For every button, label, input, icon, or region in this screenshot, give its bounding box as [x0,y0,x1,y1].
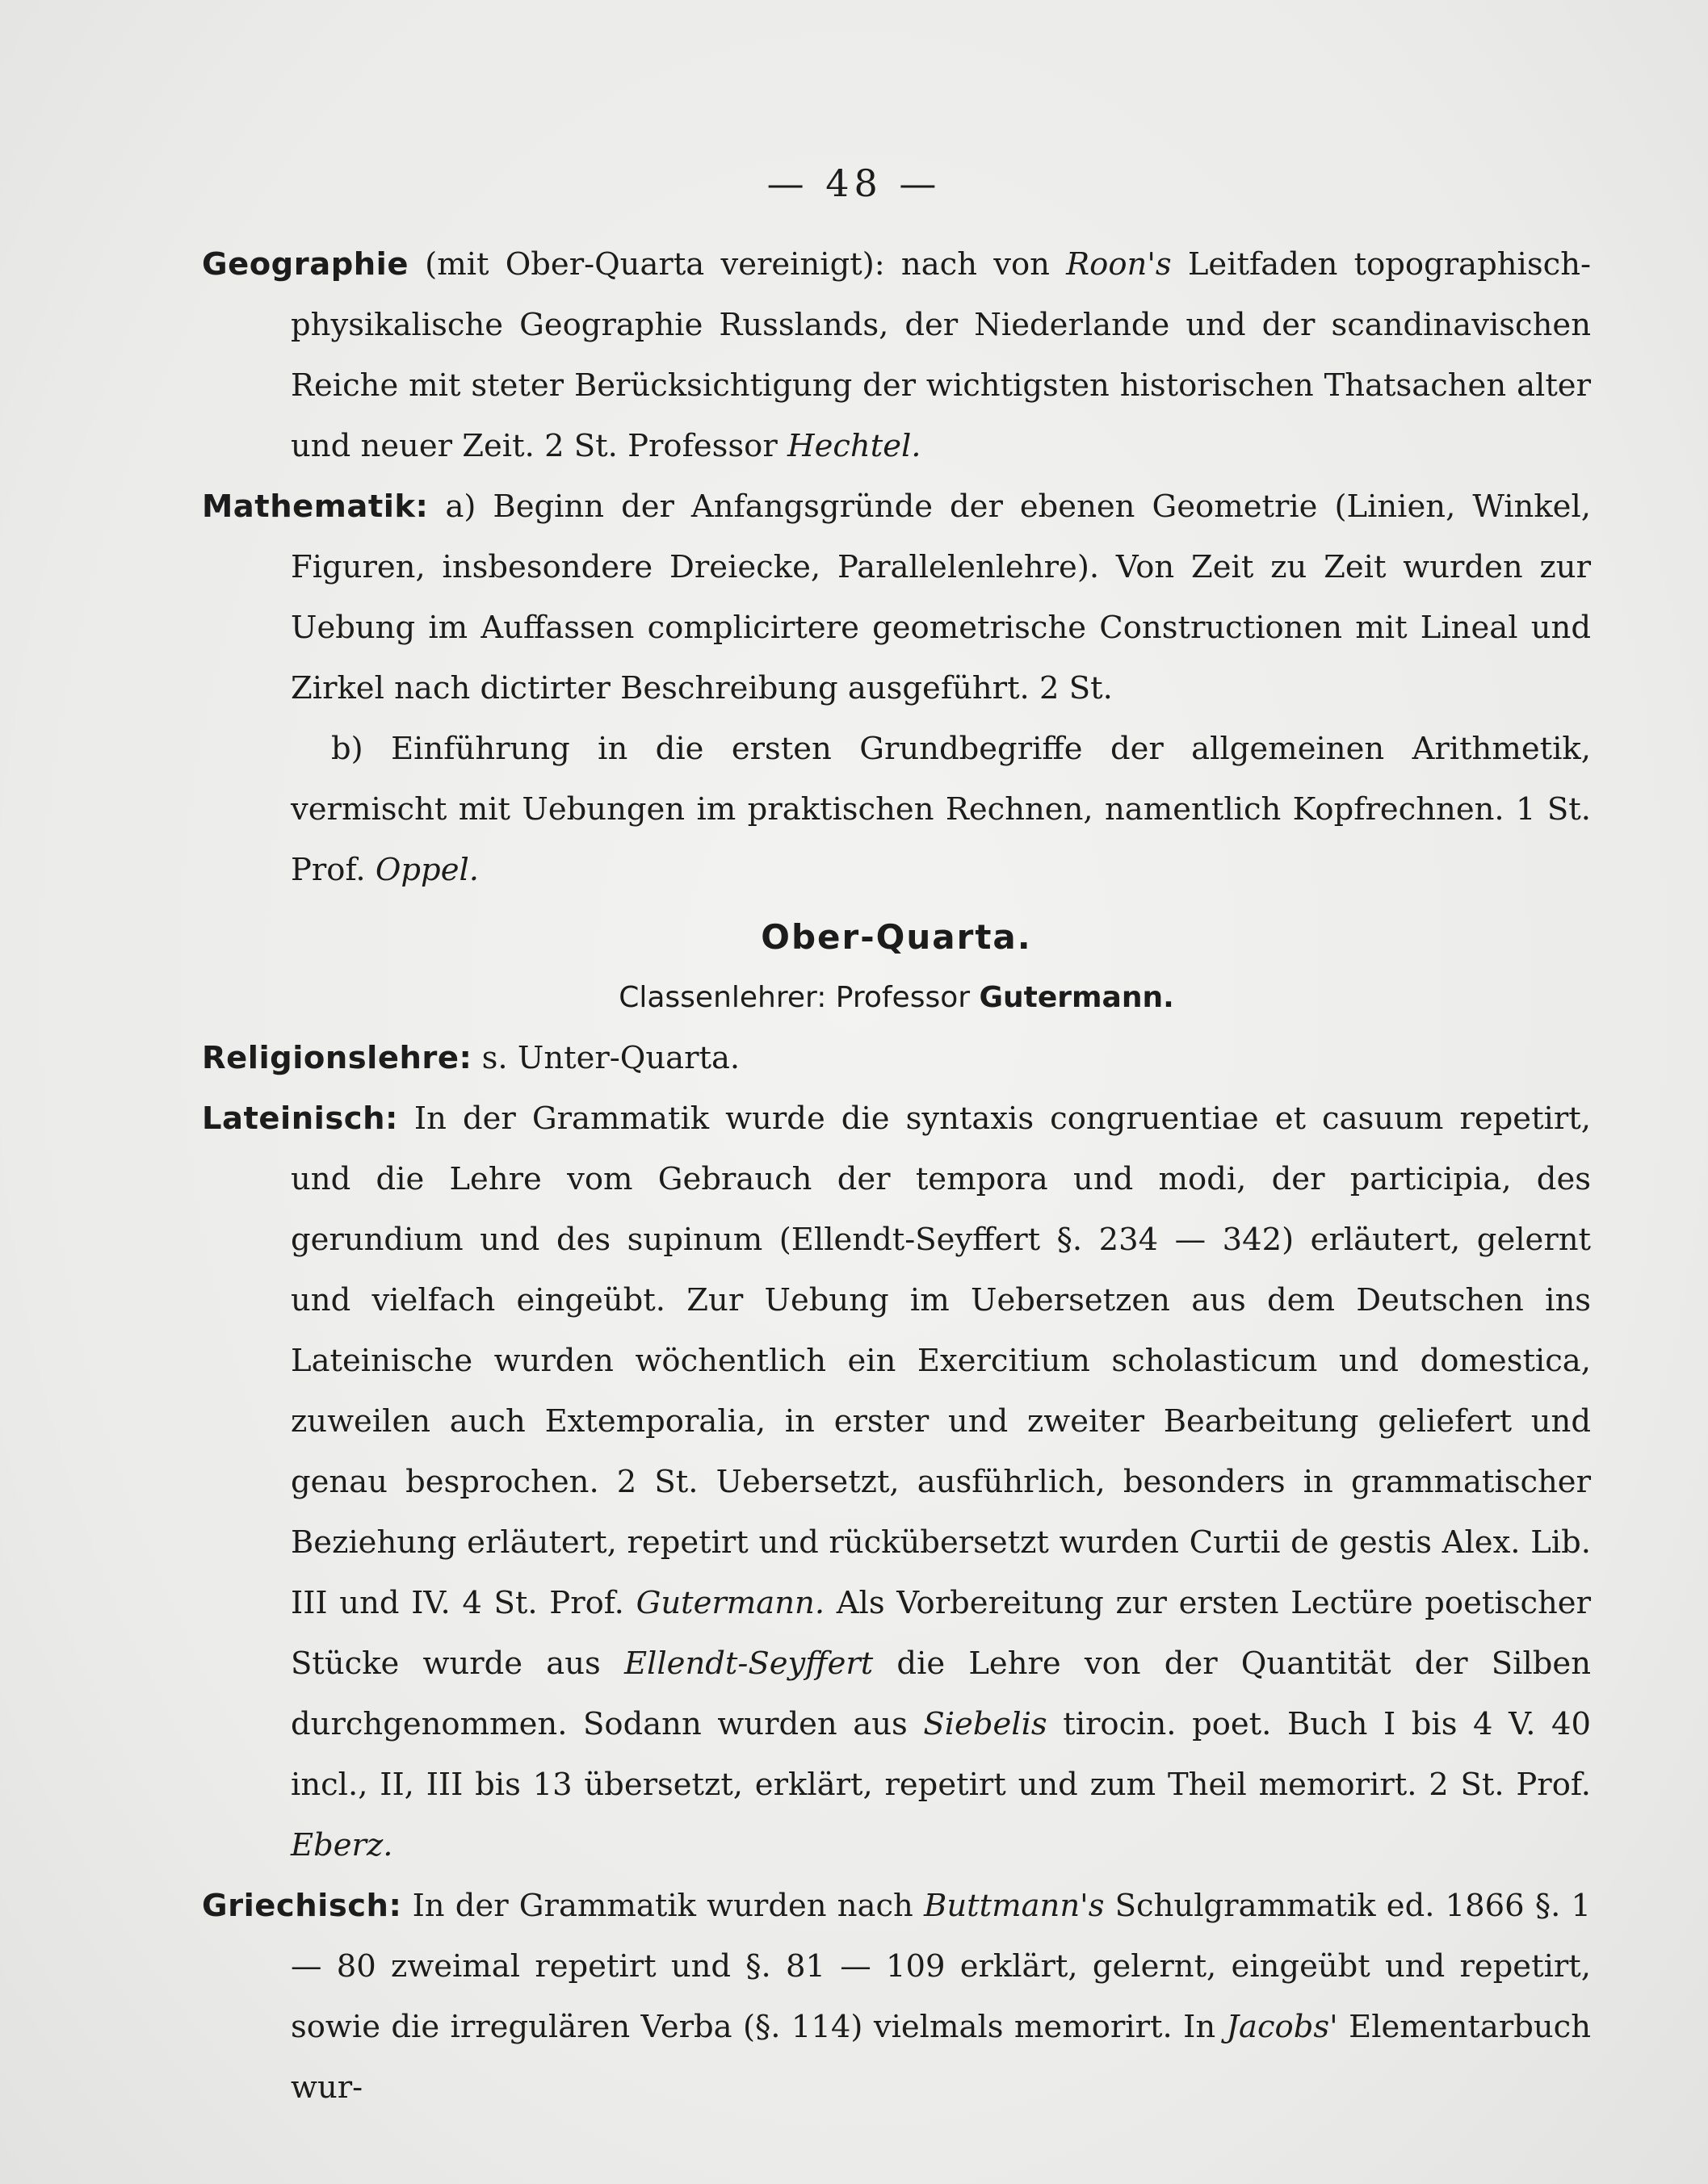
class-teacher-line [202,967,1591,1028]
paragraph-text: tirocin. poet. Buch I bis 4 V. 40 incl., II, III bis 13 übersetzt, erklärt, repetirt und zum Theil memorirt. 2 St. Prof. [291,1706,1591,1803]
class-teacher-name: Gutermann. [979,981,1174,1014]
page-body [202,234,1591,2118]
paragraph-griechisch [202,1876,1591,2118]
author-name: Roon's [1066,246,1172,283]
author-name: Buttmann's [924,1888,1105,1924]
subject-heading: Religionslehre: [202,1040,472,1076]
subject-heading: Geographie [202,246,409,283]
paragraph-mathematik-b [202,719,1591,900]
paragraph-text: Einführung in die ersten Grundbegriffe der allgemeinen Arithmetik, vermischt mit Uebungen im praktischen Rechnen, namentlich Kopfrechnen. 1 St. Prof. [291,731,1591,888]
paragraph-text: In der Grammatik wurde die syntaxis congruentiae et casuum repetirt, und die Lehre vom Gebrauch der tempora und modi, der participia, des gerundium und des supinum (Ellendt-Seyffert §. 234 — 342) erläutert, gelernt und vielfach eingeübt. Zur Uebung im Uebersetzen aus dem Deutschen ins Lateinische wurden wöchentlich ein Exercitium scholasticum und domestica, zuweilen auch Extemporalia, in erster und zweiter Bearbeitung geliefert und genau besprochen. 2 St. Uebersetzt, ausführlich, besonders in grammatischer Beziehung erläutert, repetirt und rückübersetzt wurden Curtii de gestis Alex. Lib. III und IV. 4 St. Prof. [291,1100,1591,1621]
item-marker: b) [331,731,363,767]
teacher-name: Hechtel. [787,428,921,464]
section-title: Ober-Quarta. [761,917,1032,957]
subject-heading: Mathematik: [202,488,429,525]
teacher-name: Eberz. [291,1827,393,1863]
paragraph-text: die Lehre von der Quantität der Silben durchgenommen. Sodann wurden aus [291,1645,1591,1742]
paragraph-text: a) Beginn der Anfangsgründe der ebenen Geometrie (Linien, Winkel, Figuren, insbesondere Dreiecke, Parallelenlehre). Von Zeit zu Zeit wurden zur Uebung im Auffassen complicirtere geometrische Constructionen mit Lineal und Zirkel nach dictirter Beschreibung ausgeführt. 2 St. [291,488,1591,706]
paragraph-text: Schulgrammatik ed. 1866 §. 1 — 80 zweimal repetirt und §. 81 — 109 erklärt, gelernt, eingeübt und repetirt, sowie die irregulären Verba (§. 114) vielmals memorirt. In [291,1888,1591,2045]
paragraph-text: Als Vorbereitung zur ersten Lectüre poetischer Stücke wurde aus [291,1585,1591,1682]
paragraph-mathematik [202,476,1591,719]
author-name: Jacobs' [1226,2009,1338,2045]
paragraph-lateinisch [202,1088,1591,1876]
paragraph-text: (mit Ober-Quarta vereinigt): nach von [408,246,1067,283]
paragraph-text: Leitfaden topographisch-physikalische Geographie Russlands, der Niederlande und der scandinavischen Reiche mit steter Berücksichtigung der wichtigsten historischen Thatsachen alter und neuer Zeit. 2 St. Professor [291,246,1591,464]
paragraph-text: In der Grammatik wurden nach [401,1888,925,1924]
paragraph-geographie [202,234,1591,476]
class-teacher-label: Classenlehrer: Professor [619,981,980,1014]
author-name: Siebelis [923,1706,1047,1742]
teacher-name: Oppel. [375,852,480,888]
subject-heading: Lateinisch: [202,1100,398,1137]
paragraph-text: Elementarbuch wur- [291,2009,1592,2106]
paragraph-religionslehre [202,1028,1591,1088]
page-number: — 48 — [766,161,942,205]
subject-heading: Griechisch: [202,1888,402,1924]
book-title: Ellendt-Seyffert [623,1645,874,1682]
paragraph-text: s. Unter-Quarta. [472,1040,741,1076]
teacher-name: Gutermann. [636,1585,825,1621]
